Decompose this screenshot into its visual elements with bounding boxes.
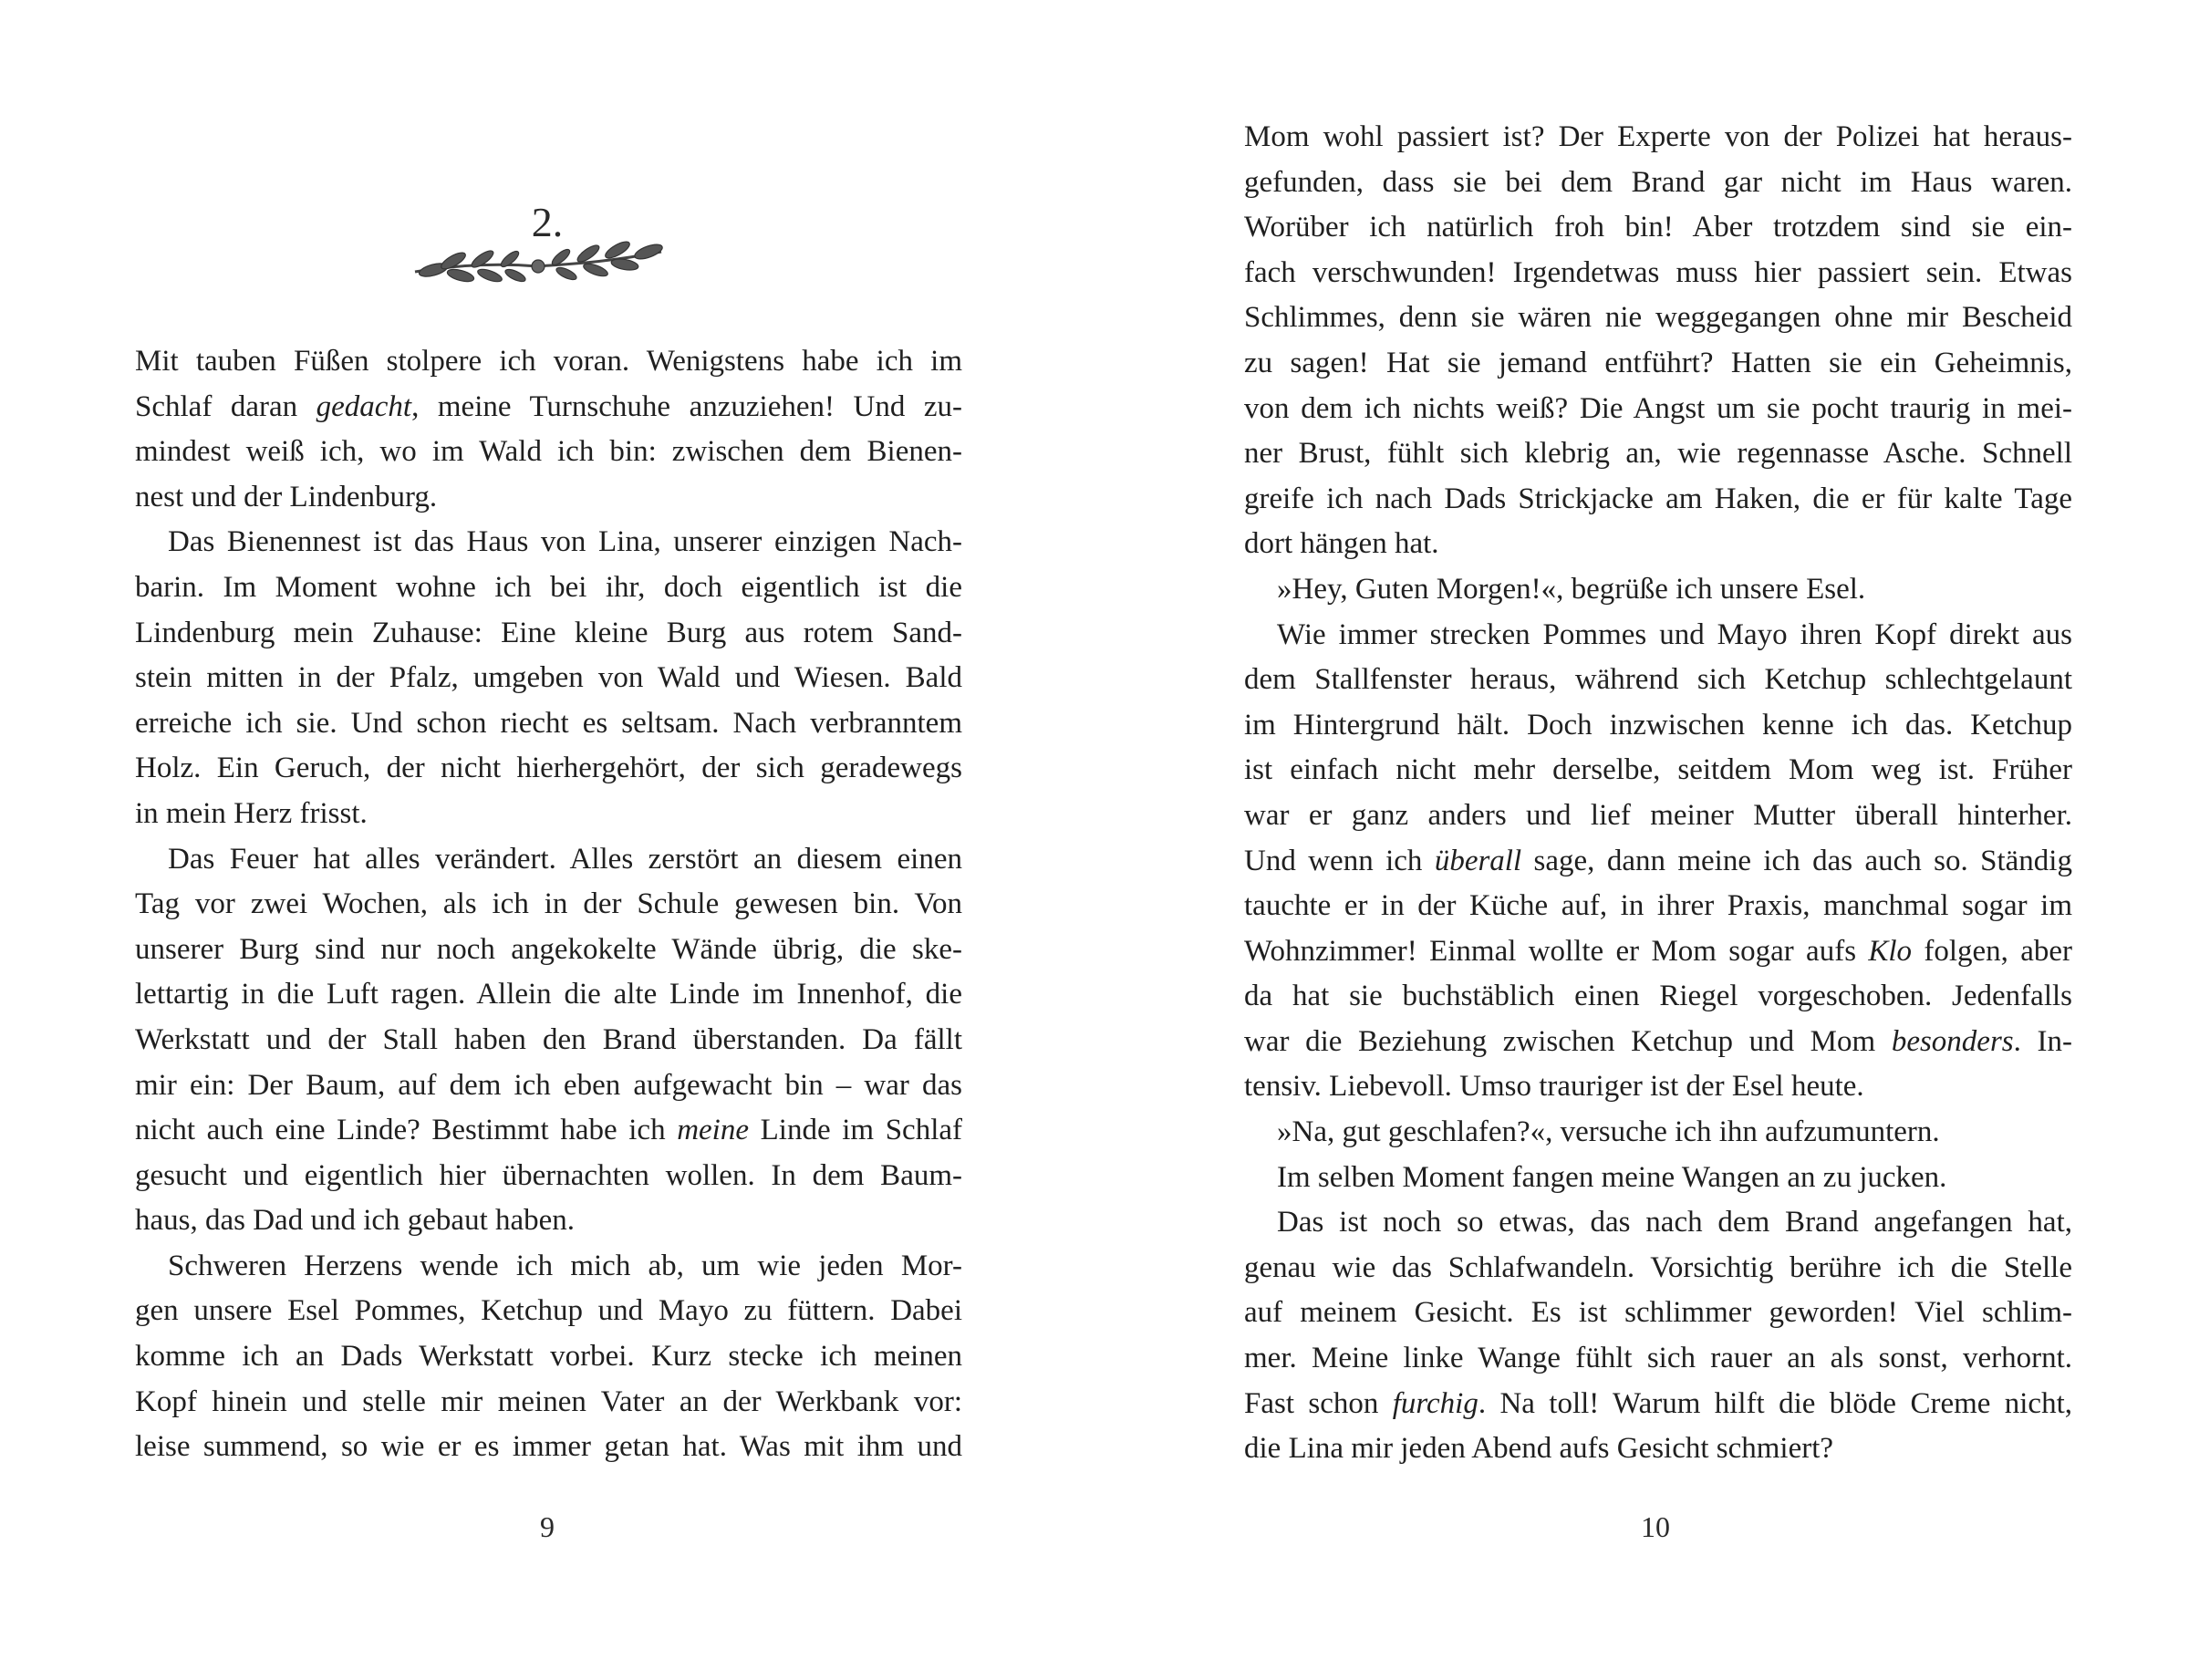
text-line: Das ist noch so etwas, das nach dem Brand angefangen hat, — [1277, 1206, 2072, 1239]
text-line: gesucht und eigentlich hier übernachten wollen. In dem Baum- — [135, 1158, 962, 1192]
text-line: Schweren Herzens wende ich mich ab, um wie jeden Mor- — [168, 1249, 962, 1282]
text-line: da hat sie buchstäblich einen Riegel vorgeschoben. Jedenfalls — [1244, 980, 2072, 1013]
text-line: Fast schon furchig. Na toll! Warum hilft die blöde Creme nicht, — [1244, 1386, 2073, 1420]
text-line: »Hey, Guten Morgen!«, begrüße ich unsere Esel. — [1277, 572, 1866, 606]
text-line: Lindenburg mein Zuhause: Eine kleine Burg aus rotem Sand- — [135, 616, 962, 649]
page-number: 9 — [540, 1510, 555, 1543]
text-line: war er ganz anders und lief meiner Mutter überall hinterher. — [1244, 798, 2072, 832]
page-number: 10 — [1641, 1510, 1670, 1543]
text-line: Schlaf daran gedacht, meine Turnschuhe anzuziehen! Und zu- — [135, 389, 962, 423]
chapter-number: 2. — [531, 199, 564, 245]
text-line: gefunden, dass sie bei dem Brand gar nicht im Haus waren. — [1244, 165, 2072, 199]
text-line: nicht auch eine Linde? Bestimmt habe ich meine Linde im Schlaf — [135, 1114, 962, 1147]
emphasis: überall — [1434, 844, 1522, 877]
text-line: Mom wohl passiert ist? Der Experte von der Polizei hat heraus- — [1244, 120, 2072, 153]
text-line: Holz. Ein Geruch, der nicht hierhergehört, der sich geradewegs — [135, 752, 962, 785]
text-line: greife ich nach Dads Strickjacke am Haken, die er für kalte Tage — [1244, 482, 2072, 515]
emphasis: meine — [677, 1114, 749, 1147]
text-line: Kopf hinein und stelle mir meinen Vater an der Werkbank vor: — [135, 1384, 962, 1418]
text-line: leise summend, so wie er es immer getan hat. Was mit ihm und — [135, 1430, 962, 1464]
text-line: tauchte er in der Küche auf, in ihrer Praxis, manchmal sogar im — [1244, 889, 2072, 923]
emphasis: Klo — [1868, 934, 1913, 968]
text-line: Das Bienennest ist das Haus von Lina, unserer einzigen Nach- — [168, 525, 962, 559]
text-line: ist einfach nicht mehr derselbe, seitdem Mom weg ist. Früher — [1244, 753, 2072, 787]
text-line: lettartig in die Luft ragen. Allein die alte Linde im Innenhof, die — [135, 978, 962, 1011]
text-line: von dem ich nichts weiß? Die Angst um sie pocht traurig in mei- — [1244, 391, 2072, 425]
text-line: dort hängen hat. — [1244, 527, 1439, 561]
text-line: haus, das Dad und ich gebaut haben. — [135, 1204, 576, 1238]
text-line: mir ein: Der Baum, auf dem ich eben aufgewacht bin – war das — [135, 1068, 962, 1102]
text-line: Mit tauben Füßen stolpere ich voran. Wenigstens habe ich im — [135, 345, 962, 378]
text-line: unserer Burg sind nur noch angekokelte Wände übrig, die ske- — [135, 932, 962, 966]
text-line: mer. Meine linke Wange fühlt sich rauer an als sonst, verhornt. — [1244, 1342, 2072, 1375]
emphasis: furchig — [1392, 1386, 1478, 1420]
text-line: Tag vor zwei Wochen, als ich in der Schule gewesen bin. Von — [135, 887, 962, 921]
text-line: Werkstatt und der Stall haben den Brand überstanden. Da fällt — [135, 1022, 962, 1056]
text-line: genau wie das Schlafwandeln. Vorsichtig berühre ich die Stelle — [1244, 1250, 2072, 1284]
text-line: Das Feuer hat alles verändert. Alles zerstört an diesem einen — [168, 842, 962, 876]
text-line: Schlimmes, denn sie wären nie weggegangen ohne mir Bescheid — [1244, 301, 2072, 335]
text-line: tensiv. Liebevoll. Umso trauriger ist der Esel heute. — [1244, 1070, 1864, 1104]
text-line: in mein Herz frisst. — [135, 796, 368, 830]
text-line: mindest weiß ich, wo im Wald ich bin: zwischen dem Bienen- — [135, 435, 962, 469]
text-line: Und wenn ich überall sage, dann meine ich das auch so. Ständig — [1244, 844, 2072, 877]
emphasis: gedacht — [316, 389, 412, 423]
text-line: gen unsere Esel Pommes, Ketchup und Mayo zu füttern. Dabei — [135, 1294, 962, 1328]
text-line: barin. Im Moment wohne ich bei ihr, doch eigentlich ist die — [135, 570, 962, 604]
text-line: die Lina mir jeden Abend aufs Gesicht schmiert? — [1244, 1432, 1834, 1466]
text-line: komme ich an Dads Werkstatt vorbei. Kurz stecke ich meinen — [135, 1340, 962, 1374]
text-line: war die Beziehung zwischen Ketchup und Mom besonders. In- — [1244, 1024, 2072, 1058]
text-line: ner Brust, fühlt sich klebrig an, wie regennasse Asche. Schnell — [1244, 437, 2072, 471]
text-line: Wohnzimmer! Einmal wollte er Mom sogar aufs Klo folgen, aber — [1244, 934, 2072, 968]
right-page-text — [1244, 115, 2072, 1472]
text-line: Im selben Moment fangen meine Wangen an zu jucken. — [1277, 1160, 1947, 1194]
text-line: dem Stallfenster heraus, während sich Ketchup schlechtgelaunt — [1244, 663, 2072, 697]
text-line: nest und der Lindenburg. — [135, 480, 438, 513]
text-line: auf meinem Gesicht. Es ist schlimmer geworden! Viel schlim- — [1244, 1296, 2072, 1330]
text-line: Wie immer strecken Pommes und Mayo ihren Kopf direkt aus — [1277, 617, 2072, 651]
left-page-text — [135, 339, 962, 1470]
text-line: erreiche ich sie. Und schon riecht es seltsam. Nach verbranntem — [135, 706, 962, 740]
text-line: »Na, gut geschlafen?«, versuche ich ihn aufzumuntern. — [1277, 1115, 1940, 1149]
text-line: im Hintergrund hält. Doch inzwischen kenne ich das. Ketchup — [1244, 708, 2072, 741]
left-page — [0, 0, 1094, 1680]
laurel-ornament-icon — [406, 235, 670, 290]
text-line: stein mitten in der Pfalz, umgeben von Wald und Wiesen. Bald — [135, 661, 962, 695]
right-page — [1094, 0, 2189, 1680]
emphasis: besonders — [1891, 1024, 2014, 1058]
text-line: fach verschwunden! Irgendetwas muss hier passiert sein. Etwas — [1244, 255, 2072, 289]
text-line: Worüber ich natürlich froh bin! Aber trotzdem sind sie ein- — [1244, 211, 2072, 244]
text-line: zu sagen! Hat sie jemand entführt? Hatten sie ein Geheimnis, — [1244, 346, 2072, 379]
